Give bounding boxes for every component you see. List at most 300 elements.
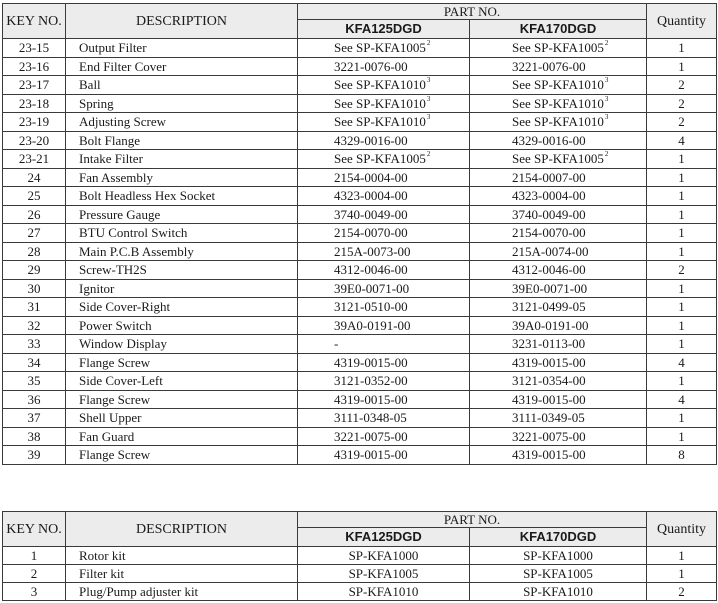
table-row xyxy=(3,390,717,409)
key-no-cell-text: 26 xyxy=(27,206,41,222)
part-kfa125dgd-cell xyxy=(298,279,470,298)
key-no-cell xyxy=(3,242,66,261)
part-kfa125dgd-cell-text: See SP-KFA1010 xyxy=(334,77,426,93)
description-cell xyxy=(66,113,298,132)
part-kfa125dgd-cell xyxy=(298,168,470,187)
key-no-cell-text: 23-16 xyxy=(18,58,50,74)
key-no-cell xyxy=(3,446,66,465)
key-no-cell-text: 39 xyxy=(27,447,41,463)
part-kfa125dgd-cell-text: 4319-0015-00 xyxy=(334,391,408,407)
part-kfa170dgd-cell-footnote: 2 xyxy=(604,150,609,159)
part-kfa170dgd-cell xyxy=(470,94,647,113)
quantity-cell xyxy=(647,57,717,76)
part-kfa125dgd-cell xyxy=(298,427,470,446)
key-no-cell xyxy=(3,298,66,317)
part-kfa170dgd-cell xyxy=(470,242,647,261)
part-kfa125dgd-cell xyxy=(298,390,470,409)
part-kfa170dgd-cell-text: 2154-0007-00 xyxy=(512,169,586,185)
quantity-cell-text: 1 xyxy=(678,243,685,259)
table-row xyxy=(3,565,717,583)
description-cell-text: Fan Guard xyxy=(79,428,135,444)
part-kfa170dgd-cell-text: 3111-0349-05 xyxy=(512,410,585,426)
quantity-cell-text: 1 xyxy=(678,428,685,444)
quantity-cell-text: 2 xyxy=(678,262,685,278)
part-kfa170dgd-cell xyxy=(470,261,647,280)
key-no-cell-text: 23-20 xyxy=(18,132,50,148)
part-kfa170dgd-cell xyxy=(470,57,647,76)
part-kfa170dgd-cell xyxy=(470,372,647,391)
part-kfa125dgd-cell xyxy=(298,131,470,150)
table-row xyxy=(3,57,717,76)
part-kfa125dgd-cell-text: 39A0-0191-00 xyxy=(334,317,411,333)
table-row xyxy=(3,187,717,206)
kit-part-kfa170dgd-cell-text: SP-KFA1000 xyxy=(523,548,593,563)
part-kfa125dgd-cell xyxy=(298,57,470,76)
table-row xyxy=(3,547,717,565)
part-kfa170dgd-cell-text: 2154-0070-00 xyxy=(512,225,586,241)
description-cell-text: Bolt Flange xyxy=(79,132,141,148)
quantity-cell xyxy=(647,224,717,243)
kit-key-no-cell-text: 2 xyxy=(30,566,38,581)
part-kfa170dgd-cell xyxy=(470,76,647,95)
kit-quantity-cell xyxy=(647,583,717,601)
key-no-cell xyxy=(3,76,66,95)
table-row xyxy=(3,224,717,243)
part-kfa170dgd-cell-footnote: 3 xyxy=(604,113,609,122)
kit-part-kfa125dgd-cell xyxy=(298,583,470,601)
description-cell xyxy=(66,353,298,372)
part-kfa125dgd-cell-text: 2154-0070-00 xyxy=(334,225,408,241)
part-kfa125dgd-cell-text: 3221-0076-00 xyxy=(334,58,408,74)
quantity-cell-text: 4 xyxy=(678,391,685,407)
description-cell-text: Output Filter xyxy=(79,40,147,56)
table-row xyxy=(3,372,717,391)
description-cell-text: Main P.C.B Assembly xyxy=(79,243,194,259)
quantity-cell xyxy=(647,390,717,409)
part-kfa125dgd-cell-text: 4312-0046-00 xyxy=(334,262,408,278)
kit-key-no-cell xyxy=(3,583,66,601)
quantity-cell-text: 1 xyxy=(678,151,685,167)
kit-key-no-cell xyxy=(3,565,66,583)
part-kfa170dgd-cell xyxy=(470,113,647,132)
description-cell-text: Side Cover-Left xyxy=(79,373,163,389)
description-cell xyxy=(66,316,298,335)
description-cell-text: Ball xyxy=(79,77,101,93)
part-kfa125dgd-cell-footnote: 2 xyxy=(426,150,431,159)
kits-header-quantity: Quantity xyxy=(647,512,717,547)
quantity-cell-text: 2 xyxy=(678,95,685,111)
kit-description-cell xyxy=(66,565,298,583)
quantity-cell xyxy=(647,242,717,261)
part-kfa125dgd-cell-text: - xyxy=(334,336,339,352)
part-kfa170dgd-cell-text: 3740-0049-00 xyxy=(512,206,586,222)
header-key-no: KEY NO. xyxy=(3,4,66,39)
part-kfa170dgd-cell-text: 39E0-0071-00 xyxy=(512,280,588,296)
part-kfa125dgd-cell-text: 3221-0075-00 xyxy=(334,428,408,444)
key-no-cell xyxy=(3,150,66,169)
key-no-cell xyxy=(3,131,66,150)
part-kfa170dgd-cell-footnote: 3 xyxy=(604,94,609,103)
part-kfa170dgd-cell xyxy=(470,353,647,372)
quantity-cell xyxy=(647,298,717,317)
kit-quantity-cell xyxy=(647,547,717,565)
key-no-cell xyxy=(3,261,66,280)
part-kfa170dgd-cell xyxy=(470,131,647,150)
description-cell-text: End Filter Cover xyxy=(79,58,167,74)
part-kfa125dgd-cell xyxy=(298,242,470,261)
description-cell xyxy=(66,57,298,76)
part-kfa170dgd-cell-text: 4319-0015-00 xyxy=(512,391,586,407)
key-no-cell-text: 29 xyxy=(27,262,41,278)
quantity-cell xyxy=(647,150,717,169)
description-cell xyxy=(66,390,298,409)
key-no-cell-text: 32 xyxy=(27,317,41,333)
key-no-cell xyxy=(3,427,66,446)
table-row xyxy=(3,113,717,132)
part-kfa125dgd-cell-footnote: 2 xyxy=(426,39,431,48)
key-no-cell-text: 23-21 xyxy=(18,151,50,167)
kits-header-model-kfa170dgd: KFA170DGD xyxy=(470,528,647,547)
description-cell-text: Ignitor xyxy=(79,280,115,296)
quantity-cell xyxy=(647,427,717,446)
table-row xyxy=(3,353,717,372)
part-kfa125dgd-cell xyxy=(298,446,470,465)
kit-part-kfa170dgd-cell-text: SP-KFA1010 xyxy=(523,584,593,599)
part-kfa125dgd-cell xyxy=(298,205,470,224)
part-kfa125dgd-cell xyxy=(298,187,470,206)
quantity-cell xyxy=(647,261,717,280)
quantity-cell-text: 1 xyxy=(678,410,685,426)
description-cell-text: Shell Upper xyxy=(79,410,142,426)
part-kfa170dgd-cell-text: See SP-KFA1010 xyxy=(512,77,604,93)
key-no-cell-text: 28 xyxy=(27,243,41,259)
part-kfa125dgd-cell-text: 4323-0004-00 xyxy=(334,188,408,204)
kits-table-body xyxy=(3,547,717,601)
part-kfa170dgd-cell-text: 4319-0015-00 xyxy=(512,354,586,370)
quantity-cell-text: 2 xyxy=(678,114,685,130)
key-no-cell-text: 31 xyxy=(27,299,41,315)
kit-description-cell-text: Plug/Pump adjuster kit xyxy=(79,584,199,599)
table-row xyxy=(3,131,717,150)
part-kfa170dgd-cell-text: See SP-KFA1010 xyxy=(512,95,604,111)
description-cell xyxy=(66,205,298,224)
header-quantity: Quantity xyxy=(647,4,717,39)
kit-part-kfa125dgd-cell xyxy=(298,565,470,583)
part-kfa125dgd-cell-text: 2154-0004-00 xyxy=(334,169,408,185)
quantity-cell xyxy=(647,131,717,150)
key-no-cell xyxy=(3,372,66,391)
key-no-cell xyxy=(3,113,66,132)
part-kfa170dgd-cell-text: 4329-0016-00 xyxy=(512,132,586,148)
description-cell-text: BTU Control Switch xyxy=(79,225,188,241)
description-cell-text: Flange Screw xyxy=(79,354,151,370)
part-kfa125dgd-cell-footnote: 3 xyxy=(426,113,431,122)
quantity-cell xyxy=(647,76,717,95)
table-row xyxy=(3,335,717,354)
key-no-cell-text: 37 xyxy=(27,410,41,426)
quantity-cell xyxy=(647,113,717,132)
quantity-cell-text: 1 xyxy=(678,299,685,315)
quantity-cell xyxy=(647,353,717,372)
kit-key-no-cell-text: 3 xyxy=(30,584,38,599)
part-kfa170dgd-cell xyxy=(470,150,647,169)
part-kfa170dgd-cell-footnote: 2 xyxy=(604,39,609,48)
header-model-kfa170dgd: KFA170DGD xyxy=(470,20,647,39)
description-cell-text: Intake Filter xyxy=(79,151,143,167)
table-row xyxy=(3,583,717,601)
table-row xyxy=(3,76,717,95)
kits-header-description: DESCRIPTION xyxy=(66,512,298,547)
description-cell xyxy=(66,372,298,391)
quantity-cell xyxy=(647,372,717,391)
quantity-cell-text: 2 xyxy=(678,77,685,93)
description-cell xyxy=(66,279,298,298)
part-kfa170dgd-cell xyxy=(470,427,647,446)
description-cell xyxy=(66,409,298,428)
quantity-cell xyxy=(647,39,717,58)
quantity-cell-text: 1 xyxy=(678,206,685,222)
part-kfa170dgd-cell xyxy=(470,446,647,465)
part-kfa170dgd-cell-text: 3221-0075-00 xyxy=(512,428,586,444)
quantity-cell-text: 1 xyxy=(678,317,685,333)
quantity-cell-text: 1 xyxy=(678,169,685,185)
kit-part-kfa125dgd-cell-text: SP-KFA1005 xyxy=(348,566,419,581)
quantity-cell xyxy=(647,446,717,465)
kit-description-cell-text: Filter kit xyxy=(79,566,125,581)
part-kfa170dgd-cell xyxy=(470,298,647,317)
part-kfa125dgd-cell-footnote: 3 xyxy=(426,94,431,103)
description-cell xyxy=(66,150,298,169)
key-no-cell xyxy=(3,316,66,335)
key-no-cell xyxy=(3,224,66,243)
part-kfa125dgd-cell xyxy=(298,372,470,391)
kit-description-cell xyxy=(66,547,298,565)
part-kfa125dgd-cell-text: 3111-0348-05 xyxy=(334,410,407,426)
part-kfa170dgd-cell-text: 4319-0015-00 xyxy=(512,447,586,463)
description-cell-text: Side Cover-Right xyxy=(79,299,171,315)
kit-part-kfa125dgd-cell-text: SP-KFA1000 xyxy=(348,548,419,563)
table-row xyxy=(3,242,717,261)
part-kfa170dgd-cell xyxy=(470,335,647,354)
part-kfa170dgd-cell xyxy=(470,224,647,243)
part-kfa125dgd-cell-text: 215A-0073-00 xyxy=(334,243,411,259)
description-cell-text: Power Switch xyxy=(79,317,152,333)
part-kfa170dgd-cell-text: 215A-0074-00 xyxy=(512,243,589,259)
part-kfa125dgd-cell-text: 3121-0352-00 xyxy=(334,373,408,389)
part-kfa125dgd-cell-text: See SP-KFA1005 xyxy=(334,151,426,167)
description-cell xyxy=(66,168,298,187)
table-row xyxy=(3,150,717,169)
description-cell-text: Spring xyxy=(79,95,114,111)
kit-part-kfa125dgd-cell xyxy=(298,547,470,565)
part-kfa125dgd-cell-footnote: 3 xyxy=(426,76,431,85)
kit-part-kfa170dgd-cell xyxy=(470,565,647,583)
quantity-cell-text: 4 xyxy=(678,354,685,370)
key-no-cell-text: 33 xyxy=(27,336,41,352)
part-kfa170dgd-cell-text: See SP-KFA1010 xyxy=(512,114,604,130)
part-kfa125dgd-cell xyxy=(298,94,470,113)
quantity-cell-text: 1 xyxy=(678,336,685,352)
key-no-cell-text: 23-15 xyxy=(18,40,50,56)
quantity-cell-text: 1 xyxy=(678,40,685,56)
table-row xyxy=(3,261,717,280)
table-row xyxy=(3,39,717,58)
kits-header-part-no: PART NO. xyxy=(298,512,647,528)
part-kfa170dgd-cell xyxy=(470,390,647,409)
quantity-cell xyxy=(647,335,717,354)
kit-quantity-cell-text: 1 xyxy=(678,548,685,563)
description-cell-text: Flange Screw xyxy=(79,391,151,407)
table-row xyxy=(3,316,717,335)
key-no-cell-text: 25 xyxy=(27,188,41,204)
part-kfa170dgd-cell-text: 3121-0499-05 xyxy=(512,299,586,315)
key-no-cell-text: 35 xyxy=(27,373,41,389)
description-cell-text: Window Display xyxy=(79,336,167,352)
description-cell xyxy=(66,446,298,465)
description-cell xyxy=(66,39,298,58)
key-no-cell xyxy=(3,279,66,298)
key-no-cell-text: 23-19 xyxy=(18,114,50,130)
kit-part-kfa170dgd-cell-text: SP-KFA1005 xyxy=(523,566,593,581)
part-kfa170dgd-cell-text: 3221-0076-00 xyxy=(512,58,586,74)
key-no-cell xyxy=(3,187,66,206)
part-kfa125dgd-cell xyxy=(298,113,470,132)
quantity-cell-text: 1 xyxy=(678,373,685,389)
part-kfa125dgd-cell-text: 3121-0510-00 xyxy=(334,299,408,315)
kit-part-kfa125dgd-cell-text: SP-KFA1010 xyxy=(348,584,419,599)
part-kfa170dgd-cell xyxy=(470,39,647,58)
description-cell-text: Adjusting Screw xyxy=(79,114,167,130)
quantity-cell xyxy=(647,168,717,187)
part-kfa170dgd-cell-footnote: 3 xyxy=(604,76,609,85)
part-kfa170dgd-cell-text: See SP-KFA1005 xyxy=(512,151,604,167)
description-cell xyxy=(66,76,298,95)
header-model-kfa125dgd: KFA125DGD xyxy=(298,20,470,39)
key-no-cell xyxy=(3,94,66,113)
part-kfa170dgd-cell xyxy=(470,205,647,224)
part-kfa170dgd-cell-text: 3231-0113-00 xyxy=(512,336,586,352)
part-kfa170dgd-cell-text: 4323-0004-00 xyxy=(512,188,586,204)
description-cell-text: Fan Assembly xyxy=(79,169,154,185)
part-kfa125dgd-cell-text: 4319-0015-00 xyxy=(334,354,408,370)
description-cell xyxy=(66,261,298,280)
key-no-cell-text: 36 xyxy=(27,391,41,407)
part-kfa125dgd-cell xyxy=(298,39,470,58)
part-kfa125dgd-cell-text: 39E0-0071-00 xyxy=(334,280,410,296)
table-row xyxy=(3,279,717,298)
quantity-cell-text: 1 xyxy=(678,225,685,241)
key-no-cell-text: 34 xyxy=(27,354,41,370)
part-kfa125dgd-cell xyxy=(298,409,470,428)
part-kfa170dgd-cell xyxy=(470,316,647,335)
description-cell xyxy=(66,427,298,446)
table-row xyxy=(3,427,717,446)
quantity-cell xyxy=(647,94,717,113)
key-no-cell-text: 23-17 xyxy=(18,77,50,93)
description-cell-text: Flange Screw xyxy=(79,447,151,463)
description-cell xyxy=(66,131,298,150)
part-kfa125dgd-cell xyxy=(298,335,470,354)
description-cell xyxy=(66,224,298,243)
key-no-cell xyxy=(3,335,66,354)
kits-header-key-no: KEY NO. xyxy=(3,512,66,547)
kit-description-cell-text: Rotor kit xyxy=(79,548,126,563)
description-cell xyxy=(66,335,298,354)
part-kfa125dgd-cell-text: 4329-0016-00 xyxy=(334,132,408,148)
key-no-cell xyxy=(3,168,66,187)
kits-header-model-kfa125dgd: KFA125DGD xyxy=(298,528,470,547)
quantity-cell xyxy=(647,316,717,335)
table-row xyxy=(3,446,717,465)
quantity-cell xyxy=(647,187,717,206)
description-cell xyxy=(66,187,298,206)
quantity-cell-text: 4 xyxy=(678,132,685,148)
description-cell xyxy=(66,242,298,261)
description-cell-text: Bolt Headless Hex Socket xyxy=(79,188,216,204)
kit-part-kfa170dgd-cell xyxy=(470,547,647,565)
key-no-cell xyxy=(3,205,66,224)
kit-quantity-cell-text: 2 xyxy=(678,584,685,599)
key-no-cell xyxy=(3,57,66,76)
part-kfa125dgd-cell xyxy=(298,150,470,169)
description-cell-text: Screw-TH2S xyxy=(79,262,147,278)
part-kfa170dgd-cell-text: 4312-0046-00 xyxy=(512,262,586,278)
part-kfa170dgd-cell xyxy=(470,187,647,206)
key-no-cell xyxy=(3,353,66,372)
kit-quantity-cell xyxy=(647,565,717,583)
part-kfa170dgd-cell xyxy=(470,168,647,187)
part-kfa125dgd-cell xyxy=(298,298,470,317)
part-kfa170dgd-cell-text: See SP-KFA1005 xyxy=(512,40,604,56)
kit-key-no-cell xyxy=(3,547,66,565)
part-kfa125dgd-cell-text: 4319-0015-00 xyxy=(334,447,408,463)
part-kfa125dgd-cell xyxy=(298,316,470,335)
key-no-cell-text: 23-18 xyxy=(18,95,50,111)
part-kfa170dgd-cell-text: 3121-0354-00 xyxy=(512,373,586,389)
kit-part-kfa170dgd-cell xyxy=(470,583,647,601)
part-kfa125dgd-cell-text: See SP-KFA1010 xyxy=(334,114,426,130)
key-no-cell-text: 27 xyxy=(27,225,41,241)
part-kfa125dgd-cell xyxy=(298,353,470,372)
part-kfa125dgd-cell-text: See SP-KFA1005 xyxy=(334,40,426,56)
part-kfa125dgd-cell xyxy=(298,224,470,243)
key-no-cell xyxy=(3,390,66,409)
parts-table xyxy=(2,3,717,465)
table-row xyxy=(3,205,717,224)
quantity-cell-text: 1 xyxy=(678,280,685,296)
quantity-cell-text: 1 xyxy=(678,188,685,204)
table-row xyxy=(3,298,717,317)
table-row xyxy=(3,94,717,113)
part-kfa125dgd-cell xyxy=(298,76,470,95)
parts-table-body xyxy=(3,39,717,465)
quantity-cell-text: 8 xyxy=(678,447,685,463)
description-cell-text: Pressure Gauge xyxy=(79,206,161,222)
key-no-cell-text: 24 xyxy=(27,169,41,185)
header-part-no: PART NO. xyxy=(298,4,647,20)
quantity-cell xyxy=(647,279,717,298)
kit-quantity-cell-text: 1 xyxy=(678,566,685,581)
kit-key-no-cell-text: 1 xyxy=(30,548,38,563)
quantity-cell xyxy=(647,409,717,428)
key-no-cell-text: 38 xyxy=(27,428,41,444)
description-cell xyxy=(66,94,298,113)
part-kfa170dgd-cell xyxy=(470,279,647,298)
key-no-cell xyxy=(3,39,66,58)
part-kfa170dgd-cell xyxy=(470,409,647,428)
part-kfa170dgd-cell-text: 39A0-0191-00 xyxy=(512,317,589,333)
table-row xyxy=(3,168,717,187)
